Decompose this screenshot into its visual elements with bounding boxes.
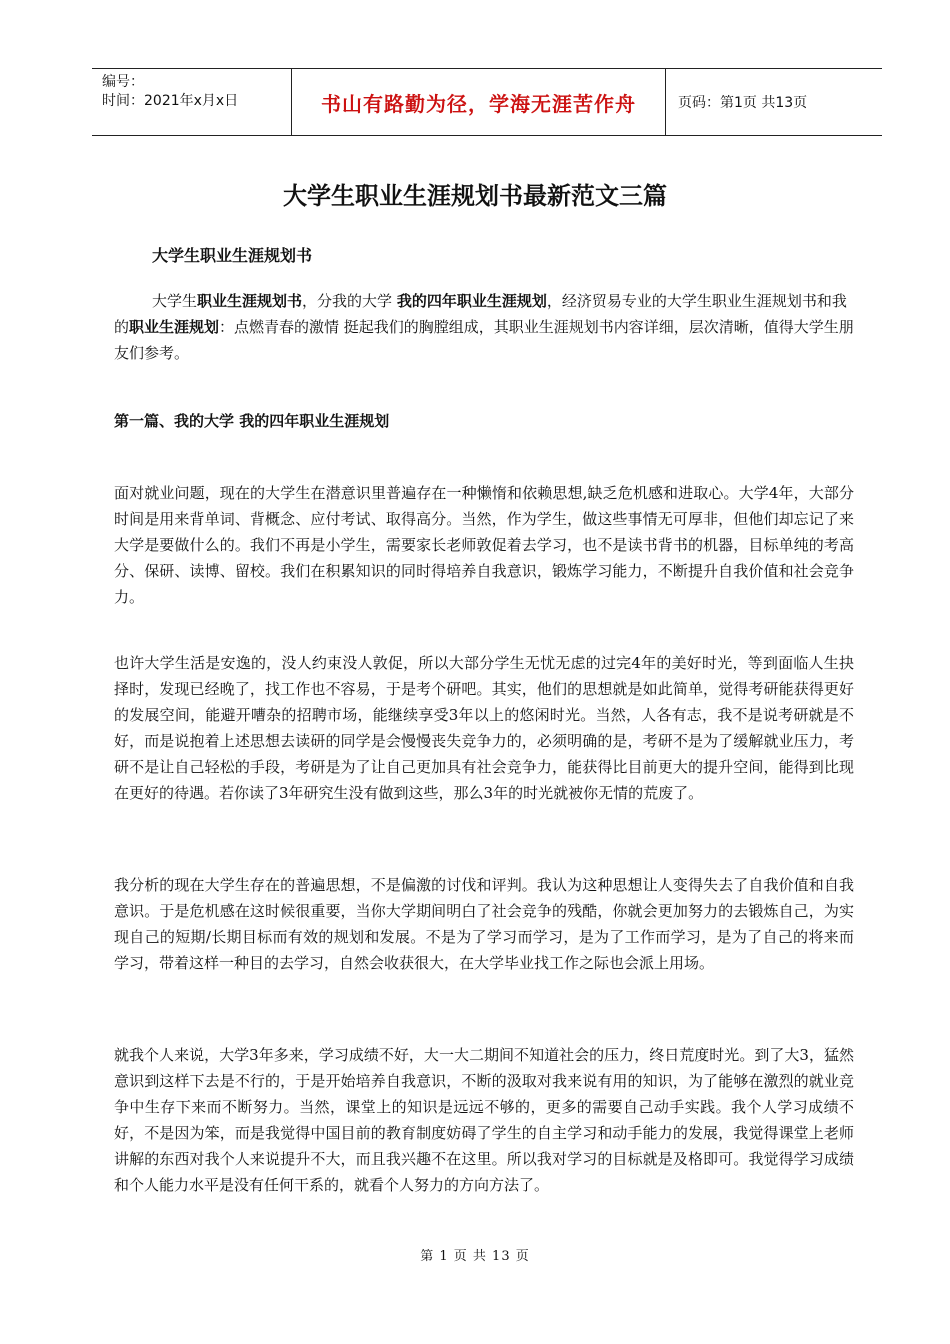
intro-text-4: ：点燃青春的激情 挺起我们的胸膛组成，其职业生涯规划书内容详细，层次清晰，值得大学生朋友们参考。 xyxy=(114,318,854,362)
intro-bold-1: 职业生涯规划书 xyxy=(197,292,303,310)
intro-text-2: ，分我的大学 xyxy=(302,292,397,310)
body-paragraph-3: 我分析的现在大学生存在的普遍思想，不是偏激的讨伐和评判。我认为这种思想让人变得失去了自我价值和自我意识。于是危机感在这时候很重要，当你大学期间明白了社会竞争的残酷，你就会更加努力的去锻炼自己，为实现自己的短期/长期目标而有效的规划和发展。不是为了学习而学习，是为了工作而学习，是为了自己的将来而学习，带着这样一种目的去学习，自然会收获很大，在大学毕业找工作之际也会派上用场。 xyxy=(114,876,854,972)
body-paragraph-4: 就我个人来说，大学3年多来，学习成绩不好，大一大二期间不知道社会的压力，终日荒度时光。到了大3，猛然意识到这样下去是不行的，于是开始培养自我意识，不断的汲取对我来说有用的知识，为了能够在激烈的就业竞争中生存下来而不断努力。当然，课堂上的知识是远远不够的，更多的需要自己动手实践。我个人学习成绩不好，不是因为笨，而是我觉得中国目前的教育制度妨碍了学生的自主学习和动手能力的发展，我觉得课堂上老师讲解的东西对我个人来说提升不大，而且我兴趣不在这里。所以我对学习的目标就是及格即可。我觉得学习成绩和个人能力水平是没有任何干系的，就看个人努力的方向方法了。 xyxy=(114,1046,854,1194)
document-subtitle: 大学生职业生涯规划书 xyxy=(152,246,313,265)
section-heading: 第一篇、我的大学 我的四年职业生涯规划 xyxy=(114,412,390,430)
intro-bold-3: 职业生涯规划 xyxy=(129,318,220,336)
time-label: 时间：2021年x月x日 xyxy=(102,93,239,109)
body-paragraph-1: 面对就业问题，现在的大学生在潜意识里普遍存在一种懒惰和依赖思想,缺乏危机感和进取心。大学4年，大部分时间是用来背单词、背概念、应付考试、取得高分。当然，作为学生，做这些事情无可厚非，但他们却忘记了来大学是要做什么的。我们不再是小学生，需要家长老师敦促着去学习，也不是读书背书的机器，目标单纯的考高分、保研、读博、留校。我们在积累知识的同时得培养自我意识，锻炼学习能力，不断提升自我价值和社会竞争力。 xyxy=(114,484,854,606)
header-page-info: 页码：第1页 共13页 xyxy=(678,95,808,111)
document-title: 大学生职业生涯规划书最新范文三篇 xyxy=(283,182,667,210)
body-paragraph-2: 也许大学生活是安逸的，没人约束没人敦促，所以大部分学生无忧无虑的过完4年的美好时光，等到面临人生抉择时，发现已经晚了，找工作也不容易，于是考个研吧。其实，他们的思想就是如此简单，觉得考研能获得更好的发展空间，能避开嘈杂的招聘市场，能继续享受3年以上的悠闲时光。当然，人各有志，我不是说考研就是不好，而是说抱着上述思想去读研的同学是会慢慢丧失竞争力的，必须明确的是，考研不是为了缓解就业压力，考研不是让自己轻松的手段，考研是为了让自己更加具有社会竞争力，能获得比目前更大的提升空间，能得到比现在更好的待遇。若你读了3年研究生没有做到这些，那么3年的时光就被你无情的荒废了。 xyxy=(114,654,854,802)
intro-bold-2: 我的四年职业生涯规划 xyxy=(396,292,547,310)
intro-text-3: ，经济贸易专业的大学生职业生涯规划书和我的 xyxy=(114,292,847,336)
header-motto: 书山有路勤为径，学海无涯苦作舟 xyxy=(292,69,666,135)
header-meta xyxy=(92,69,292,135)
number-label: 编号： xyxy=(102,74,144,90)
page-header xyxy=(92,68,882,136)
page-footer: 第 1 页 共 13 页 xyxy=(420,1249,530,1264)
intro-text-1: 大学生 xyxy=(152,292,198,310)
intro-paragraph xyxy=(114,288,854,366)
